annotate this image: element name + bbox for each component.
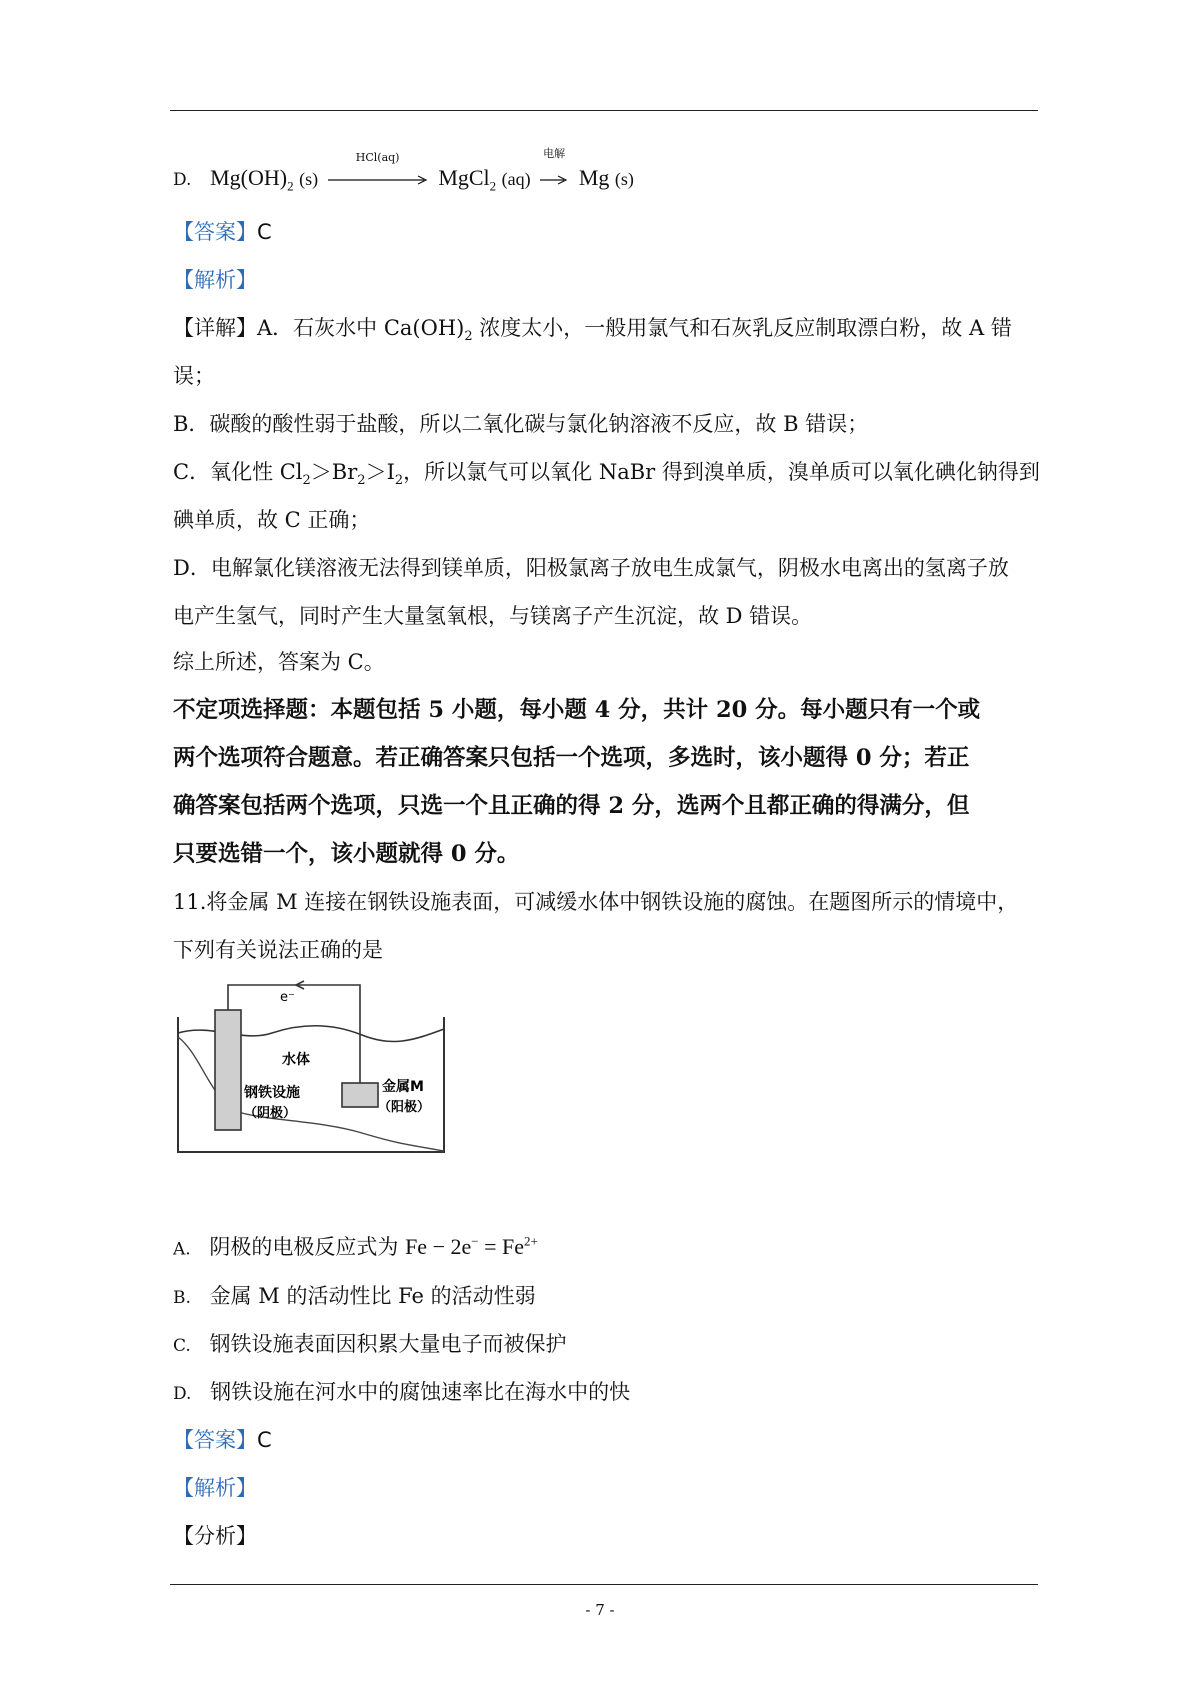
option-text: 阴极的电极反应式为 <box>209 1235 399 1260</box>
answer-tag: 【答案】 <box>173 220 257 244</box>
q11-option-d <box>173 1378 630 1408</box>
q11-stem-2: 下列有关说法正确的是 <box>173 938 383 962</box>
formula-sup2: 2+ <box>524 1234 538 1249</box>
reaction-arrow-2 <box>540 147 568 192</box>
formula-product-2 <box>579 165 634 190</box>
arrow-1-icon <box>328 174 428 186</box>
water-label: 水体 <box>282 1052 310 1068</box>
q10-detail-b: B．碳酸的酸性弱于盐酸，所以二氧化碳与氯化钠溶液不反应，故 B 错误； <box>173 412 869 436</box>
formula-product-1 <box>438 165 536 194</box>
reaction-arrow-1 <box>328 151 428 192</box>
section-header-line-3: 确答案包括两个选项，只选一个且正确的得 2 分，选两个且都正确的得满分，但 <box>173 793 970 819</box>
formula-post: = Fe <box>478 1234 524 1260</box>
detail-a-part1: 【详解】A．石灰水中 Ca(OH) <box>173 316 465 340</box>
q11-stem-1: 11.将金属 M 连接在钢铁设施表面，可减缓水体中钢铁设施的腐蚀。在题图所示的情境中， <box>173 890 1019 914</box>
corrosion-protection-figure <box>172 975 452 1155</box>
product-1: MgCl <box>438 165 490 190</box>
answer-value: C <box>257 1428 272 1452</box>
option-label: C. <box>173 1336 191 1356</box>
formula-reactant <box>210 165 324 194</box>
q11-analysis-sub-tag: 【分析】 <box>173 1524 257 1548</box>
option-a-formula <box>405 1234 538 1259</box>
q11-answer <box>173 1426 272 1454</box>
metal-label: 金属M <box>382 1079 424 1095</box>
q10-detail-d1: D．电解氯化镁溶液无法得到镁单质，阳极氯离子放电生成氯气，阴极水电离出的氢离子放 <box>173 556 1009 580</box>
detail-c-pre: C．氧化性 Cl <box>173 460 303 484</box>
q11-analysis-tag: 【解析】 <box>173 1476 257 1500</box>
reactant-sub: 2 <box>287 178 294 194</box>
detail-c-sub3: 2 <box>394 473 404 489</box>
product-1-state: (aq) <box>501 169 531 189</box>
metal-m-electrode <box>342 1083 378 1107</box>
arrow-1-label: HCl(aq) <box>355 151 400 164</box>
q10-detail-a <box>173 314 1012 351</box>
product-2-state: (s) <box>614 169 634 189</box>
section-header-line-4: 只要选错一个，该小题就得 0 分。 <box>173 841 520 867</box>
detail-c-mid1: ＞Br <box>310 460 358 484</box>
q11-option-a <box>173 1228 538 1263</box>
option-d-prev <box>173 147 634 200</box>
metal-role-label: （阳极） <box>378 1100 431 1115</box>
reactant: Mg(OH) <box>210 165 288 190</box>
detail-c-mid2: ＞I <box>365 460 395 484</box>
q10-summary: 综上所述，答案为 C。 <box>173 650 385 674</box>
option-text: 钢铁设施在河水中的腐蚀速率比在海水中的快 <box>210 1380 631 1404</box>
steel-facility-electrode <box>215 1010 241 1130</box>
steel-label: 钢铁设施 <box>244 1085 300 1101</box>
steel-role-label: （阴极） <box>244 1106 297 1121</box>
detail-a-part2: 浓度太小，一般用氯气和石灰乳反应制取漂白粉，故 A 错 <box>472 316 1012 340</box>
detail-c-sub2: 2 <box>357 473 366 489</box>
product-2: Mg <box>578 165 610 190</box>
q10-detail-c <box>173 458 1040 495</box>
section-header-line-1: 不定项选择题：本题包括 5 小题，每小题 4 分，共计 20 分。每小题只有一个或 <box>173 697 981 723</box>
arrow-2-icon <box>540 174 568 186</box>
detail-c-sub1: 2 <box>302 473 311 489</box>
formula-part: Fe − 2e <box>405 1234 472 1260</box>
q11-option-b <box>173 1282 536 1312</box>
answer-value: C <box>257 220 272 244</box>
section-header-line-2: 两个选项符合题意。若正确答案只包括一个选项，多选时，该小题得 0 分；若正 <box>173 745 970 771</box>
option-label: A. <box>173 1239 191 1260</box>
q10-detail-d2: 电产生氢气，同时产生大量氢氧根，与镁离子产生沉淀，故 D 错误。 <box>173 604 813 628</box>
option-text: 钢铁设施表面因积累大量电子而被保护 <box>209 1332 567 1356</box>
q10-detail-c-cont: 碘单质，故 C 正确； <box>173 508 371 532</box>
detail-c-post: ，所以氯气可以氧化 NaBr 得到溴单质，溴单质可以氧化碘化钠得到 <box>403 460 1040 484</box>
option-label: B. <box>173 1288 191 1308</box>
reactant-state: (s) <box>299 169 319 189</box>
electron-label: e⁻ <box>280 990 295 1005</box>
product-1-sub: 2 <box>489 178 497 194</box>
detail-a-sub: 2 <box>464 329 473 345</box>
header-rule <box>170 110 1038 111</box>
q11-option-c <box>173 1330 567 1360</box>
option-label: D. <box>173 170 192 190</box>
page-number: - 7 - <box>585 1601 615 1619</box>
option-label: D. <box>173 1384 192 1404</box>
q10-analysis-tag: 【解析】 <box>173 268 257 292</box>
q10-detail-a-cont: 误； <box>173 364 215 388</box>
footer-rule <box>170 1584 1038 1585</box>
answer-tag: 【答案】 <box>173 1428 257 1452</box>
option-text: 金属 M 的活动性比 Fe 的活动性弱 <box>209 1284 536 1308</box>
arrow-2-label: 电解 <box>543 147 566 160</box>
q10-answer <box>173 218 272 246</box>
formula-sup: − <box>471 1234 479 1249</box>
